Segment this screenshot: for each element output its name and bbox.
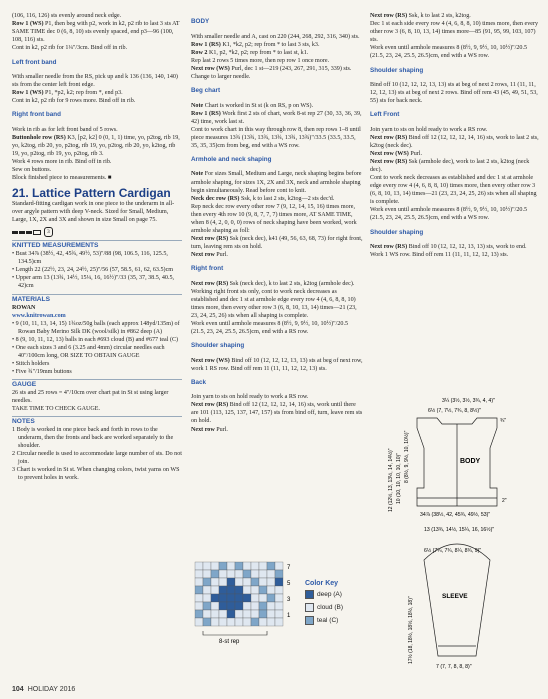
- col3-para: [370, 126, 540, 134]
- chart-cell: [203, 570, 211, 578]
- col1-text: With smaller needle from the RS, pick up and k 136 (136, 140, 140) sts from the center left front edge.: [12, 73, 178, 88]
- col2-para: [191, 170, 363, 194]
- repeat-bracket: [203, 631, 267, 635]
- chart-cell: [203, 602, 211, 610]
- chart-cell: [251, 562, 259, 570]
- col2-para: [191, 251, 363, 259]
- col2-bold-lead: Next row: [191, 426, 215, 433]
- chart-cell: [235, 562, 243, 570]
- chart-cell: [251, 578, 259, 586]
- chart-cell: [259, 602, 267, 610]
- chart-row-number: 3: [287, 597, 291, 603]
- col2-para: [191, 235, 363, 251]
- chart-cell: [211, 610, 219, 618]
- chart-row-number: 5: [287, 581, 291, 587]
- col2-paragraphs: [191, 18, 363, 433]
- chart-cell: [275, 610, 283, 618]
- col1-text: Left front band: [12, 58, 57, 66]
- chart-cell: [227, 562, 235, 570]
- material-item: • 8 (9, 10, 11, 12, 13) balls in each #693 cloud (B) and #677 teal (C): [12, 336, 179, 343]
- col1-text: P1, then beg with p2, work in k2, p2 rib to last 3 sts AT SAME TIME dec 0 (6, 8, 10) sts evenly spaced, end p3—96 (100, 108, 116) sts.: [12, 21, 180, 44]
- skill-bar-3: [26, 231, 32, 234]
- col3-para: [370, 67, 540, 75]
- col2-bold-lead: Note: [191, 102, 204, 109]
- col2-bold-lead: Next row (RS): [191, 280, 229, 287]
- chart-cell: [275, 578, 283, 586]
- col2-para: [191, 280, 363, 288]
- col1-paragraphs: [12, 12, 182, 182]
- measurement-item: • Bust 34⅞ (38½, 42, 45¾, 49½, 53)"/88 (98, 106.5, 116, 125.5, 134.5)cm: [12, 251, 168, 266]
- col2-text: Purl.: [214, 251, 228, 258]
- col2-bold-lead: Neck dec row (RS): [191, 195, 240, 202]
- chart-cell: [267, 594, 275, 602]
- chart-row-number: 7: [287, 565, 291, 571]
- body-label: BODY: [460, 458, 481, 465]
- page-footer: [12, 686, 75, 693]
- col3-text: Shoulder shaping: [370, 66, 424, 74]
- col3-text: Shoulder shaping: [370, 228, 424, 236]
- chart-cell: [203, 578, 211, 586]
- chart-cell: [195, 602, 203, 610]
- shoulder-drop-label: ¾": [500, 418, 507, 424]
- chart-cell: [235, 586, 243, 594]
- chart-cell: [195, 570, 203, 578]
- col2-text: Rep neck dec row every other row 7 (9, 12, 14, 15, 16) times more, then every 4th row 10 (9, 8, 7, 7, 7) times more, AT SAME TIME, when 8 (4, 2, 0, 0, 0) rows of neck shaping have been worked, work armhole shaping as foll:: [191, 203, 357, 234]
- col2-text: Work even until armhole measures 8 (8½, 9, 9½, 10, 10½)"/20.5 (21.5, 23, 24, 25.5, 26.5)cm, end with a RS row.: [191, 320, 349, 335]
- chart-cell: [275, 618, 283, 626]
- col3-text: Ssk, k to last 2 sts, k2tog.: [407, 13, 471, 19]
- col2-para: [191, 41, 363, 49]
- col1-para: [12, 59, 182, 67]
- col2-para: [191, 87, 363, 95]
- chart-cell: [211, 570, 219, 578]
- col2-text: Back: [191, 379, 207, 386]
- col1-para: [12, 134, 182, 158]
- col3-para: [370, 229, 540, 237]
- sleeve-cap-label: 6½ (7¼, 7¾, 8¼, 8¾, 9)": [424, 548, 482, 554]
- chart-cell: [227, 618, 235, 626]
- col3-text: Left Front: [370, 111, 400, 119]
- col3-bold-lead: Next row (RS): [370, 243, 408, 250]
- chart-cell: [259, 570, 267, 578]
- col1-text: P1, *p2, k2; rep from *, end p3.: [43, 89, 123, 96]
- chart-cell: [235, 602, 243, 610]
- gauge-text: 26 sts and 25 rows = 4"/10cm over chart pat in St st using larger needles.: [12, 390, 169, 405]
- col3-text: Work even until armhole measures 8 (8½, 9, 9½, 10, 10½)"/20.5 (21.5, 23, 24, 25.5, 26.5)cm, end with a WS row.: [370, 207, 528, 222]
- chart-cell: [235, 570, 243, 578]
- column-1: [12, 12, 182, 483]
- chart-cell: [243, 610, 251, 618]
- chart-cell: [259, 586, 267, 594]
- chart-cell: [219, 578, 227, 586]
- sleeve-cuff-label: 7 (7, 7, 8, 8, 8)": [436, 664, 472, 670]
- col1-para: [12, 44, 182, 52]
- col1-text: (106, 116, 126) sts evenly around neck edge.: [12, 13, 122, 19]
- col3-para: [370, 20, 540, 44]
- material-item: • Stitch holders: [12, 360, 50, 367]
- col2-text: K1, p2, *k2, p2; rep from * to last st, k1.: [207, 49, 309, 56]
- col2-para: [191, 57, 363, 65]
- color-key-item: [305, 590, 343, 599]
- col3-text: Dec 1 st each side every row 4 (4, 6, 8, 8, 10) times more, then every other row 3 (6, 8, 10, 13, 14) times more—85 (91, 95, 99, 103, 107) sts.: [370, 21, 539, 44]
- chart-row-number: 1: [287, 613, 291, 619]
- col1-para: [12, 158, 182, 166]
- brand-name: ROWAN: [12, 304, 36, 311]
- sleeve-label: SLEEVE: [442, 593, 468, 600]
- col3-bold-lead: Next row (WS): [370, 150, 409, 157]
- armhole-label: 8 (8½, 9, 9½, 10, 10½)": [404, 430, 410, 483]
- col3-para: [370, 150, 540, 158]
- back-neck-label: 6½ (7, 7½, 7¾, 8, 8½)": [428, 408, 481, 414]
- rib-label: 2": [502, 498, 507, 504]
- chart-cell: [243, 602, 251, 610]
- chart-cell: [211, 562, 219, 570]
- col1-text: Work 4 rows more in rib. Bind off in rib.: [12, 158, 112, 165]
- col1-text: Cont in k2, p2 rib for 9 rows more. Bind off in rib.: [12, 98, 136, 105]
- col2-para: [191, 65, 363, 81]
- chart-cell: [227, 570, 235, 578]
- col3-text: Cont to work neck decreases as established and dec 1 st at armhole edge every row 4 (4, 6, 8, 8, 10) times more, then every other row 3 (6, 8, 10, 13, 14) times—21 (23, 23, 24, 25, 26) sts when all shaping is complete.: [370, 174, 537, 206]
- col1-para: [12, 174, 182, 182]
- argyle-chart: [193, 560, 298, 662]
- col3-para: [370, 12, 540, 20]
- column-2: [191, 12, 363, 434]
- skill-bar-2: [19, 231, 25, 234]
- color-key-item: [305, 616, 343, 625]
- chart-cell: [275, 562, 283, 570]
- col2-bold-lead: Row 1 (RS): [191, 41, 221, 48]
- chart-cell: [219, 570, 227, 578]
- measurement-item: • Length 22 (22½, 23, 24, 24½, 25)"/56 (57, 58.5, 61, 62, 63.5)cm: [12, 267, 174, 274]
- notes-heading: NOTES: [12, 416, 182, 426]
- col1-text: Block finished piece to measurements. ■: [12, 174, 112, 181]
- col3-para: [370, 111, 540, 119]
- col3-text: Join yarn to sts on hold ready to work a RS row.: [370, 126, 488, 133]
- chart-cell: [267, 578, 275, 586]
- chart-cell: [195, 594, 203, 602]
- col2-text: K1, *k2, p2; rep from * to last 3 sts, k3.: [220, 41, 320, 48]
- gauge-note: TAKE TIME TO CHECK GAUGE.: [12, 406, 101, 413]
- brand-url[interactable]: www.knitrowan.com: [12, 312, 66, 319]
- measurement-item: • Upper arm 13 (13¾, 14½, 15¼, 16, 16½)"/33 (35, 37, 38.5, 40.5, 42)cm: [12, 275, 175, 290]
- notes-list: [12, 426, 182, 482]
- chart-cell: [203, 610, 211, 618]
- skill-bar-1: [12, 231, 18, 234]
- col1-bold-lead: Buttonhole row (RS): [12, 134, 66, 141]
- col2-para: [191, 195, 363, 203]
- chart-cell: [275, 570, 283, 578]
- col1-para: [12, 97, 182, 105]
- chart-cell: [227, 586, 235, 594]
- chart-cell: [267, 602, 275, 610]
- col3-para: [370, 134, 540, 150]
- col3-text: Purl.: [408, 150, 423, 157]
- col2-para: [191, 203, 363, 235]
- col1-bold-lead: Row 1 (WS): [12, 89, 44, 96]
- col2-bold-lead: Next row (RS): [191, 402, 229, 409]
- col3-text: Bind off 10 (12, 12, 12, 13, 13) sts, work to end. Work 1 WS row. Bind off rem 11 (11, 11, 12, 12, 13) sts.: [370, 243, 527, 258]
- chart-cell: [251, 610, 259, 618]
- chart-cell: [267, 618, 275, 626]
- note-item: 1 Body is worked in one piece back and forth in rows to the underarm, then the fronts and back are worked separately to the shoulder.: [12, 427, 174, 450]
- col3-text: Bind off 10 (12, 12, 12, 13, 13) sts at beg of next 2 rows, 11 (11, 11, 12, 12, 13) sts at beg of next 2 rows. Bind off rem 43 (45, 49, 51, 53, 55) sts for back neck.: [370, 81, 538, 105]
- col2-text: Ssk (neck dec), k41 (49, 56, 63, 68, 73) for right front, turn, leaving rem sts on hold.: [191, 235, 363, 250]
- col3-para: [370, 174, 540, 206]
- note-item: 3 Chart is worked in St st. When changing colors, twist yarns on WS to prevent holes in work.: [12, 467, 180, 482]
- chart-cell: [243, 570, 251, 578]
- material-item: • One each sizes 3 and 6 (3.25 and 4mm) circular needles each 40"/100cm long, OR SIZE TO OBTAIN GAUGE: [12, 344, 165, 359]
- chart-cell: [259, 618, 267, 626]
- magazine-issue: HOLIDAY 2016: [27, 686, 76, 693]
- chart-cell: [235, 618, 243, 626]
- chart-cell: [195, 610, 203, 618]
- col2-text: Join yarn to sts on hold ready to work a RS row.: [191, 394, 309, 401]
- chart-cell: [195, 586, 203, 594]
- chart-cell: [203, 586, 211, 594]
- col2-para: [191, 401, 363, 425]
- chart-cell: [251, 602, 259, 610]
- col2-text: BODY: [191, 18, 210, 26]
- col3-text: Ssk (armhole dec), work to last 2 sts, k2tog (neck dec).: [370, 158, 530, 173]
- color-swatch: [305, 590, 314, 599]
- col3-text: Bind off 12 (12, 12, 12, 14, 16) sts, work to last 2 sts, k2tog (neck dec).: [370, 134, 539, 149]
- col2-bold-lead: Next row (WS): [191, 65, 230, 72]
- chart-cell: [227, 594, 235, 602]
- sleeve-schematic: [424, 544, 490, 656]
- col2-para: [191, 288, 363, 320]
- col2-bold-lead: Row 1 (RS): [191, 110, 221, 117]
- col2-text: Shoulder shaping: [191, 342, 245, 350]
- col1-para: [12, 12, 182, 20]
- pattern-intro: Standard-fitting cardigan work in one piece to the underarm in all-over argyle pattern with deep V-neck. Sized for Small, Medium, Large, 1X, 2X and 3X and shown in size Small on page 75.: [12, 201, 175, 224]
- col1-text: Right front band: [12, 111, 61, 119]
- col2-bold-lead: Next row (RS): [191, 235, 229, 242]
- col2-para: [191, 357, 363, 373]
- chart-cell: [235, 578, 243, 586]
- color-swatch: [305, 603, 314, 612]
- repeat-label: 8-st rep: [219, 639, 240, 645]
- chart-cell: [203, 594, 211, 602]
- color-label: deep (A): [317, 591, 342, 598]
- material-item: • Five ¾"/19mm buttons: [12, 368, 72, 375]
- chart-cell: [267, 586, 275, 594]
- col1-text: Work in rib as for left front band of 5 rows.: [12, 126, 118, 133]
- chart-cell: [227, 578, 235, 586]
- col2-text: Chart is worked in St st (k on RS, p on WS).: [203, 102, 314, 109]
- chart-cell: [203, 562, 211, 570]
- col1-bold-lead: Row 1 (WS): [12, 21, 44, 28]
- chart-cell: [259, 578, 267, 586]
- col2-para: [191, 102, 363, 110]
- col3-bold-lead: Next row (RS): [370, 13, 408, 19]
- col2-para: [191, 33, 363, 41]
- chart-cell: [235, 594, 243, 602]
- col2-text: Armhole and neck shaping: [191, 156, 272, 164]
- chart-cell: [211, 594, 219, 602]
- col3-para: [370, 206, 540, 222]
- measurements-heading: KNITTED MEASUREMENTS: [12, 240, 182, 250]
- col2-text: Bind off 10 (12, 12, 12, 13, 13) sts at beg of next row, work 1 RS row. Bind off rem 11 (11, 11, 12, 12, 13) sts.: [191, 357, 363, 372]
- col1-para: [12, 126, 182, 134]
- chart-cell: [211, 602, 219, 610]
- color-label: cloud (B): [317, 604, 344, 611]
- col3-para: [370, 44, 540, 60]
- col2-text: Right front: [191, 265, 224, 273]
- lower-length-label: 10 (10, 10, 10, 10, 10)": [396, 453, 402, 504]
- chart-cell: [219, 618, 227, 626]
- chart-cell: [267, 570, 275, 578]
- materials-heading: MATERIALS: [12, 294, 182, 304]
- top-width-label: 3¼ (3½, 3½, 3¾, 4, 4)": [442, 398, 495, 404]
- chart-cell: [219, 610, 227, 618]
- chart-cell: [195, 562, 203, 570]
- chart-cell: [259, 610, 267, 618]
- chart-cell: [211, 618, 219, 626]
- page-number: 104: [12, 686, 24, 693]
- col2-text: Working right front sts only, cont to work neck decreases as established and dec 1 st at armhole edge every row 4 (4, 6, 8, 8, 10) times more, then every other row 3 (6, 8, 10, 13, 14) times—21 (23, 23, 24, 25, 26) sts when all shaping is complete.: [191, 288, 357, 319]
- col2-text: Cont to work chart in this way through row 8, then rep rows 1–8 until piece measures 13¾ (13¾, 13¾, 13¾, 13¾, 13¾)"/33.5 (33.5, 33.5, 35, 35, 35)cm from beg, end with a WS row.: [191, 126, 361, 149]
- chart-cell: [243, 618, 251, 626]
- col1-para: [12, 166, 182, 174]
- total-length-label: 12 (12½, 13, 13½, 14, 14½)": [388, 448, 394, 512]
- col3-para: [370, 81, 540, 105]
- chart-cell: [227, 602, 235, 610]
- chart-cell: [275, 602, 283, 610]
- col2-text: With smaller needle and A, cast on 220 (244, 268, 292, 316, 340) sts.: [191, 33, 360, 40]
- chart-cell: [211, 578, 219, 586]
- chart-cell: [251, 586, 259, 594]
- bust-label: 34⅞ (38½, 42, 45¾, 49½, 53)": [420, 512, 491, 518]
- chart-cell: [203, 618, 211, 626]
- chart-cell: [243, 562, 251, 570]
- col2-para: [191, 156, 363, 164]
- col1-text: Sew on buttons.: [12, 166, 52, 173]
- chart-cell: [251, 594, 259, 602]
- chart-cell: [219, 594, 227, 602]
- col2-para: [191, 342, 363, 350]
- col2-para: [191, 393, 363, 401]
- col1-para: [12, 89, 182, 97]
- chart-cell: [219, 602, 227, 610]
- col3-text: Work even until armhole measures 8 (8½, 9, 9½, 10, 10½)"/20.5 (21.5, 23, 24, 25.5, 26.5)cm, end with a WS row.: [370, 45, 528, 60]
- chart-cell: [243, 594, 251, 602]
- body-schematic: [417, 418, 497, 506]
- chart-cell: [275, 586, 283, 594]
- chart-cell: [243, 586, 251, 594]
- gauge-heading: GAUGE: [12, 379, 182, 389]
- chart-cell: [259, 562, 267, 570]
- skill-level: [12, 227, 182, 237]
- chart-cell: [195, 618, 203, 626]
- color-key: [305, 580, 343, 629]
- col2-text: Purl, dec 1 st—219 (243, 267, 291, 315, 339) sts. Change to larger needle.: [191, 65, 352, 80]
- col1-para: [12, 111, 182, 119]
- pattern-title: 21. Lattice Pattern Cardigan: [12, 186, 171, 201]
- col2-text: Beg chart: [191, 87, 221, 95]
- chart-cell: [243, 578, 251, 586]
- col2-para: [191, 49, 363, 57]
- color-swatch: [305, 616, 314, 625]
- note-item: 2 Circular needle is used to accommodate large number of sts. Do not join.: [12, 451, 182, 466]
- col3-para: [370, 243, 540, 259]
- col2-para: [191, 379, 363, 387]
- schematic: [372, 388, 540, 688]
- col1-text: Cont in k2, p2 rib for 1¼"/3cm. Bind off in rib.: [12, 45, 128, 52]
- col2-bold-lead: Next row: [191, 251, 215, 258]
- chart-cell: [267, 610, 275, 618]
- sleeve-top-label: 13 (13¾, 14½, 15¼, 16, 16½)": [424, 527, 495, 533]
- col2-para: [191, 18, 363, 26]
- chart-cell: [211, 586, 219, 594]
- col3-para: [370, 158, 540, 174]
- col2-bold-lead: Next row (WS): [191, 357, 230, 364]
- col2-text: Ssk (neck dec), k to last 2 sts, k2tog (armhole dec).: [228, 280, 355, 287]
- col2-text: Work first 2 sts of chart, work 8-st rep 27 (30, 33, 36, 39, 42) time, work last st.: [191, 110, 362, 125]
- col1-text: K3, [p2, k2] 0 (0, 1, 1) time, yo, p2tog, rib 19, yo, k2tog, rib 20, yo, p2tog, rib 19, yo, p2tog, rib 20, yo, k2tog, rib 19, yo, p2tog, rib 19, yo, p2tog, rib 3.: [12, 134, 180, 157]
- col2-bold-lead: Note: [191, 171, 204, 178]
- chart-cell: [259, 594, 267, 602]
- col2-text: Bind off 12 (12, 12, 12, 14, 16) sts, work until there are 101 (113, 125, 137, 147, 157) sts from bind off, turn, leave rem sts on hold.: [191, 402, 363, 425]
- col2-para: [191, 265, 363, 273]
- col2-bold-lead: Row 2: [191, 49, 208, 56]
- col1-para: [12, 20, 182, 44]
- col2-para: [191, 426, 363, 434]
- col2-text: Rep last 2 rows 5 times more, then rep row 1 once more.: [191, 57, 330, 64]
- chart-cell: [267, 562, 275, 570]
- color-key-title: Color Key: [305, 580, 339, 587]
- col3-paragraphs: [370, 12, 540, 259]
- color-label: teal (C): [317, 617, 339, 624]
- col3-bold-lead: Next row (RS): [370, 158, 408, 165]
- chart-cell: [251, 618, 259, 626]
- chart-cell: [275, 594, 283, 602]
- sleeve-length-label: 17½ (18, 18½, 18½, 18½, 18)": [408, 596, 414, 664]
- measurements-list: [12, 250, 182, 290]
- col2-text: Purl.: [214, 426, 228, 433]
- col2-text: Ssk, k to last 2 sts, k2tog—2 sts dec'd.: [239, 195, 335, 202]
- col2-para: [191, 126, 363, 150]
- color-key-rows: [305, 590, 343, 625]
- chart-cell: [251, 570, 259, 578]
- skill-bar-4: [33, 230, 41, 235]
- col2-para: [191, 110, 363, 126]
- chart-cell: [235, 610, 243, 618]
- color-key-item: [305, 603, 343, 612]
- col2-para: [191, 320, 363, 336]
- chart-cell: [219, 562, 227, 570]
- material-item: • 9 (10, 11, 13, 14, 15) 1¾oz/50g balls (each approx 148yd/135m) of Rowan Baby Merino Silk DK (wool/silk) in #862 deep (A): [12, 320, 180, 335]
- materials-list: [12, 320, 182, 376]
- col2-text: For sizes Small, Medium and Large, neck shaping begins before armhole shaping, for sizes 1X, 2X and 3X, neck and armhole shaping begin simultaneously. Read before cont to knit.: [191, 171, 362, 194]
- chart-cell: [227, 610, 235, 618]
- col1-para: [12, 73, 182, 89]
- chart-cell: [219, 586, 227, 594]
- col3-bold-lead: Next row (RS): [370, 134, 408, 141]
- skill-badge: 3: [44, 227, 53, 237]
- column-3: [370, 12, 540, 259]
- chart-cell: [195, 578, 203, 586]
